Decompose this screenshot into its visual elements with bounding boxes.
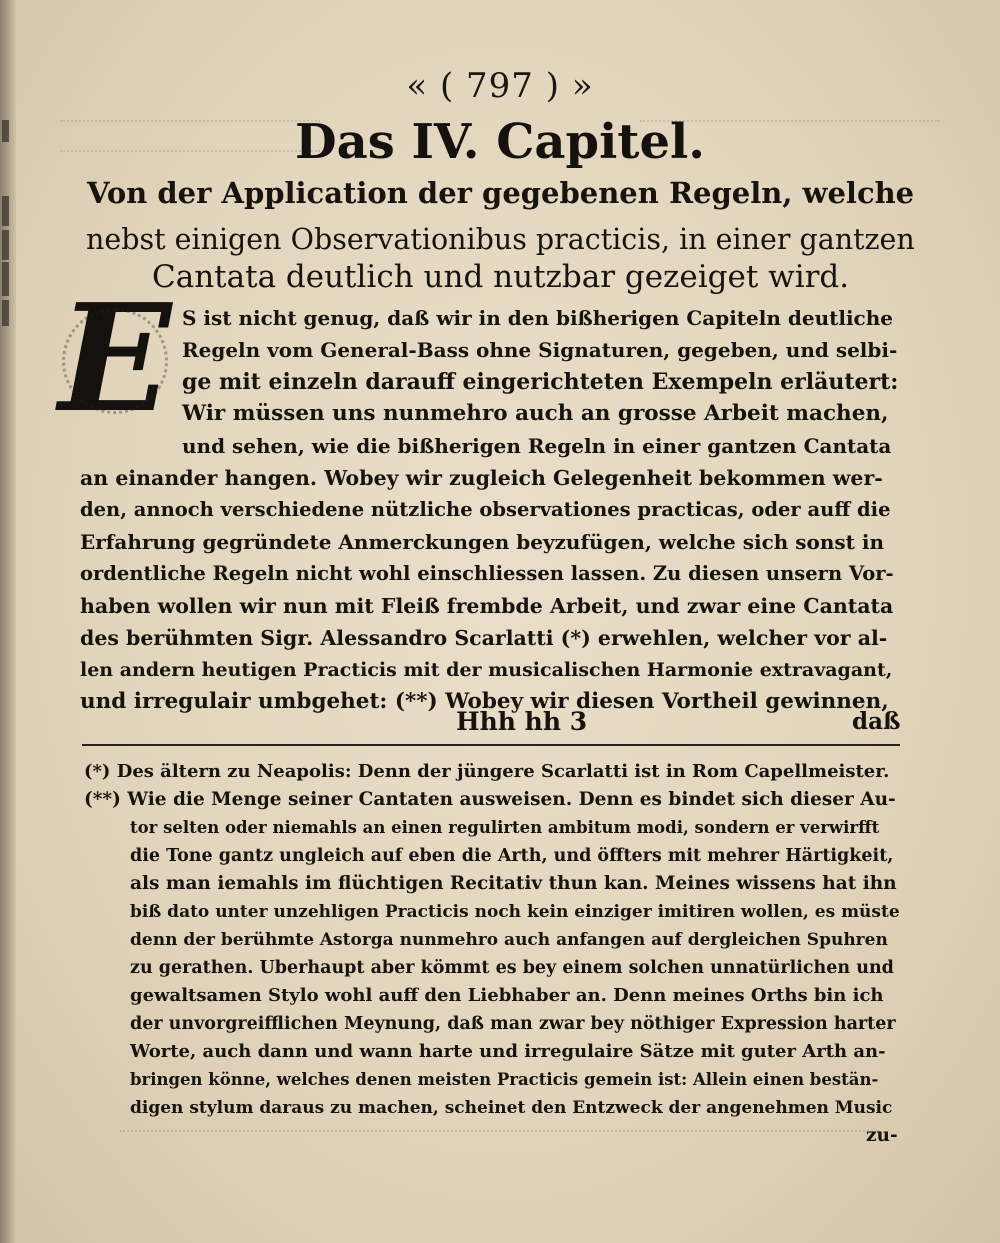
footnote-line: gewaltsamen Stylo wohl auff den Liebhaber an. Denn meines Orths bin ich (130, 985, 884, 1006)
chapter-heading-line-2: nebst einigen Observationibus practicis, in einer gantzen (86, 223, 915, 256)
footnote-line: biß dato unter unzehligen Practicis noch kein einziger imitiren wollen, es müste (130, 902, 900, 922)
chapter-heading-line-3: Cantata deutlich und nutzbar gezeiget wird. (152, 259, 850, 295)
gutter-ink-mark (2, 230, 9, 260)
gutter-ink-mark (2, 300, 9, 326)
footnote-line: (**) Wie die Menge seiner Cantaten ausweisen. Denn es bindet sich dieser Au- (84, 789, 896, 810)
footnote-divider (82, 744, 900, 746)
body-text-line: Erfahrung gegründete Anmerckungen beyzufügen, welche sich sonst in (80, 530, 884, 554)
footnote-line: bringen könne, welches denen meisten Practicis gemein ist: Allein einen bestän- (130, 1070, 879, 1089)
footnote-line: (*) Des ältern zu Neapolis: Denn der jüngere Scarlatti ist in Rom Capellmeister. (84, 761, 890, 782)
body-text-line: Wir müssen uns nunmehro auch an grosse Arbeit machen, (182, 401, 889, 426)
body-text-line: len andern heutigen Practicis mit der musicalischen Harmonie extravagant, (80, 659, 893, 681)
body-text-line: ordentliche Regeln nicht wohl einschliessen lassen. Zu diesen unsern Vor- (80, 562, 894, 585)
catchword: daß (852, 708, 901, 735)
body-text-line: an einander hangen. Wobey wir zugleich Gelegenheit bekommen wer- (80, 466, 883, 490)
page-number: « ( 797 ) » (406, 66, 594, 106)
footnote-line: die Tone gantz ungleich auf eben die Arth, und öffters mit mehrer Härtigkeit, (130, 846, 894, 866)
chapter-heading-line-1: Von der Application der gegebenen Regeln, welche (87, 176, 915, 210)
body-text-line: ge mit einzeln darauff eingerichteten Exempeln erläutert: (182, 369, 899, 395)
footnote-line: der unvorgreifflichen Meynung, daß man zwar bey nöthiger Expression harter (130, 1014, 896, 1034)
footnote-line: digen stylum daraus zu machen, scheinet den Entzweck der angenehmen Music (130, 1098, 893, 1118)
gutter-ink-mark (2, 196, 9, 226)
footnote-line: denn der berühmte Astorga nunmehro auch anfangen auf dergleichen Spuhren (130, 930, 888, 950)
decorated-initial-letter: E (56, 288, 174, 428)
footnote-line: tor selten oder niemahls an einen regulirten ambitum modi, sondern er verwirfft (130, 818, 880, 837)
body-text-line: und irregulair umbgehet: (**) Wobey wir diesen Vortheil gewinnen, (80, 689, 889, 714)
body-text-line: Regeln vom General-Bass ohne Signaturen, gegeben, und selbi- (182, 338, 898, 362)
body-text-line: des berühmten Sigr. Alessandro Scarlatti (*) erwehlen, welcher vor al- (80, 626, 888, 650)
body-text-line: S ist nicht genug, daß wir in den bißherigen Capiteln deutliche (182, 306, 893, 330)
footnote-line: als man iemahls im flüchtigen Recitativ thun kan. Meines wissens hat ihn (130, 873, 897, 894)
chapter-title: Das IV. Capitel. (295, 114, 705, 170)
footnote-line: Worte, auch dann und wann harte und irregulaire Sätze mit guter Arth an- (130, 1041, 886, 1062)
binding-gutter (0, 0, 16, 1243)
footnote-line: zu gerathen. Uberhaupt aber kömmt es bey einem solchen unnatürlichen und (130, 958, 894, 978)
footnote-catchword: zu- (866, 1125, 898, 1146)
body-text-line: haben wollen wir nun mit Fleiß frembde Arbeit, und zwar eine Cantata (80, 594, 894, 618)
body-text-line: den, annoch verschiedene nützliche observationes practicas, oder auff die (80, 498, 891, 521)
gutter-ink-mark (2, 262, 9, 296)
bleed-through-texture (120, 1130, 880, 1152)
body-text-line: und sehen, wie die bißherigen Regeln in einer gantzen Cantata (182, 434, 892, 458)
signature-mark: Hhh hh 3 (456, 707, 588, 736)
